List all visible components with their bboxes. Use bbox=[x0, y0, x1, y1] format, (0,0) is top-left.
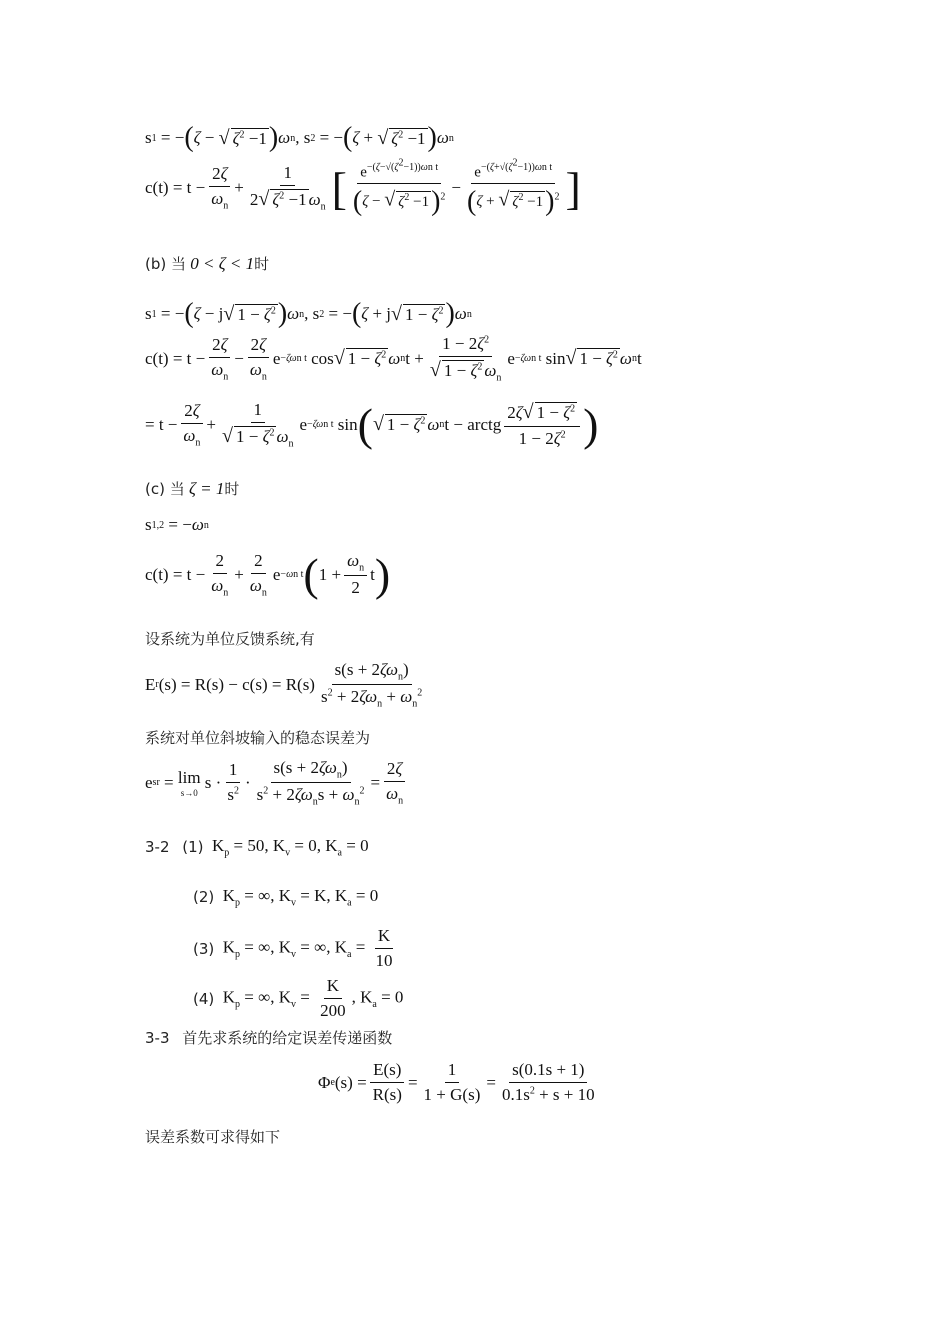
p3-3-heading: 3-3 首先求系统的给定误差传递函数 bbox=[145, 1028, 393, 1047]
p3-2-item-1: 3-2 (1) $K_p = 50$, $K_v = 0$, $K_a = 0$ bbox=[145, 836, 369, 859]
case-c-heading: (c) 当 ζ = 1 时 bbox=[145, 478, 240, 498]
p3-2-item-2: (2) $K_p$ = ∞, $K_v = K$, $K_a = 0$ bbox=[193, 886, 379, 909]
error-equation: E r (s) = R(s) − c(s) = R(s) $\frac{s(s + 2\zeta\omega_n)}{s^2 + 2\zeta\omega_n + \omega_n^2}$ bbox=[145, 660, 423, 710]
case-a-response: c(t) = t − $\frac{2\zeta}{\omega_n}$ + $\frac{1}{2√ \zeta^2 -1 \omega_n}$ [ $\frac{e^{-(\zeta-√(\zeta^2-1))\omega n t}}{(\zeta - √ \zeta^2 -1)^2}$ − $\frac{e^{-(\zeta+√(\zeta^2-1))\omega n t}}{(\zeta + √ \zeta^2 -1)^2}$ ] bbox=[145, 158, 581, 218]
ramp-error-equation: e sr = lim s→0 s · $\frac{1}{s^2}$ · $\frac{s(s + 2\zeta\omega_n)}{s^2 + 2\zeta\omega_ns + \omega_n^2}$ = $\frac{2\zeta}{\omega_n}$ bbox=[145, 758, 409, 808]
error-transfer-function: Φ e (s) = $\frac{E(s)}{R(s)}$ = $\frac{1}{1 + G(s)}$ = $\frac{s(0.1s + 1)}{0.1s^2 + s + 10}$ bbox=[318, 1060, 595, 1104]
case-a-roots: s 1 = − ( ζ − √ $\zeta^2 -1$ ) ω n , s 2 = − ( ζ + √ $\zeta^2 -1$ ) ω n bbox=[145, 122, 454, 153]
p3-2-item-3: (3) $K_p$ = ∞, $K_v$ = ∞, $K_a$ = $\frac{K}{10}$ bbox=[193, 926, 393, 970]
case-b-roots: s 1 = − ( ζ − j √ $1 - \zeta^2$ ) ω n , s 2 = − ( ζ + j √ $1 - \zeta^2$ ) ω n bbox=[145, 298, 472, 329]
ramp-intro: 系统对单位斜坡输入的稳态误差为 bbox=[145, 729, 371, 747]
case-b-response: c(t) = t − $\frac{2\zeta}{\omega_n}$ − $\frac{2\zeta}{\omega_n}$ e −ζωn t cos √ $1 - \zeta^2$ ω n t + $\frac{1 - 2\zeta^2}{√ 1 - \zeta^2 \omega_n}$ e −ζωn t sin √ $1 - \zeta^2$ ω n t bbox=[145, 334, 642, 384]
p3-2-item-4: (4) $K_p$ = ∞, $K_v$ = $\frac{K}{200}$ , $K_a = 0$ bbox=[193, 976, 404, 1020]
case-b-heading: (b) 当 0 < ζ < 1 时 bbox=[145, 253, 270, 273]
case-b-response-alt: = t − $\frac{2\zeta}{\omega_n}$ + $\frac{1}{√ 1 - \zeta^2 \omega_n}$ e −ζωn t sin ( √ $1 - \zeta^2$ ω n t − arctg $\frac{2\zeta√ 1 - \zeta^2}{1 - 2\zeta^2}$ ) bbox=[145, 399, 599, 450]
case-c-response: c(t) = t − $\frac{2}{\omega_n}$ + $\frac{2}{\omega_n}$ e −ωn t ( 1 + $\frac{\omega_n}{2}$ t ) bbox=[145, 549, 391, 600]
closing-text: 误差系数可求得如下 bbox=[145, 1128, 281, 1146]
case-c-roots: s 1,2 = − ω n bbox=[145, 515, 209, 534]
unity-feedback-intro: 设系统为单位反馈系统,有 bbox=[145, 630, 315, 648]
